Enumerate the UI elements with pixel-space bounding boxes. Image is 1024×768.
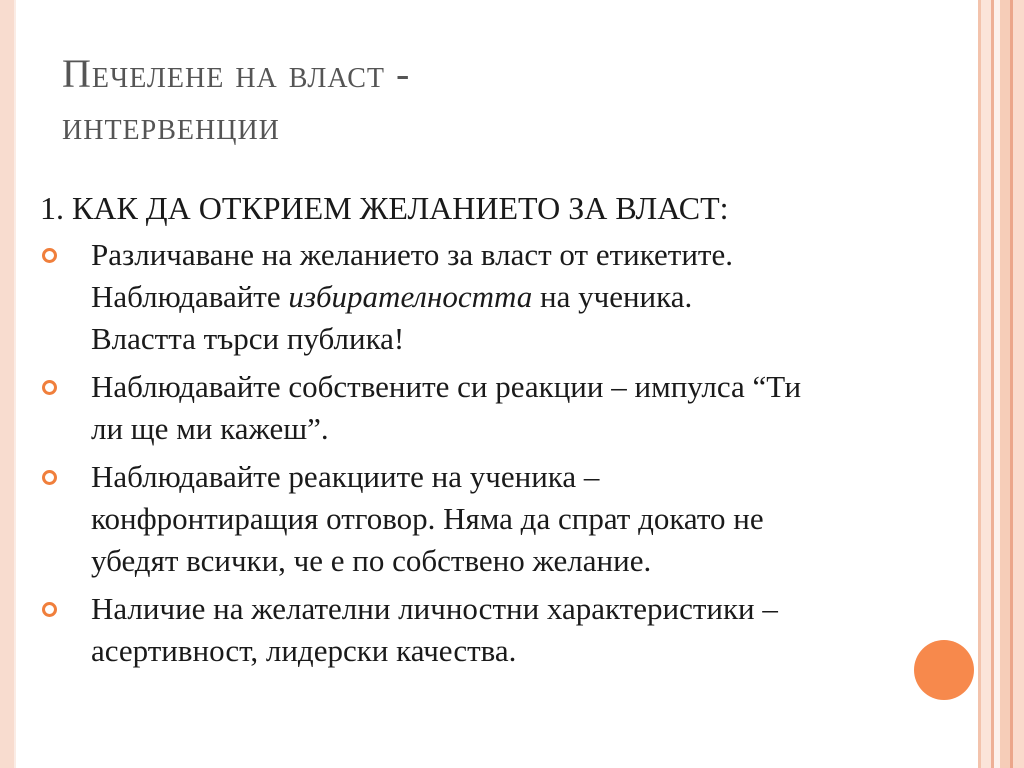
slide-title-line-2: интервенции: [62, 103, 280, 148]
bullet-1-line-2-post: на ученика.: [532, 279, 693, 314]
bullet-1-line-2-pre: Наблюдавайте: [91, 279, 289, 314]
decorative-orange-circle: [914, 640, 974, 700]
bullet-item-1: [40, 234, 980, 360]
bullet-3-line-2: конфронтиращия отговор. Няма да спрат докато не: [91, 501, 764, 536]
bullet-item-2: [40, 366, 980, 450]
bullet-1-line-3: Властта търси публика!: [91, 321, 405, 356]
bullet-item-4: [40, 588, 980, 672]
bullet-circle-icon: [42, 380, 57, 395]
bullet-circle-icon: [42, 602, 57, 617]
bullet-4-line-2: асертивност, лидерски качества.: [91, 633, 517, 668]
bullet-1-line-2: [91, 276, 980, 318]
right-decorative-stripes: [978, 0, 1024, 768]
bullet-circle-icon: [42, 248, 57, 263]
slide-title: [62, 48, 942, 152]
bullet-2-line-1: Наблюдавайте собствените си реакции – импулса “Ти: [91, 369, 802, 404]
bullet-3-line-1: Наблюдавайте реакциите на ученика –: [91, 459, 600, 494]
left-frame-border: [0, 0, 15, 768]
section-heading: 1. КАК ДА ОТКРИЕМ ЖЕЛАНИЕТО ЗА ВЛАСТ:: [40, 190, 729, 226]
bullet-1-emphasis: избирателността: [288, 279, 533, 314]
slide-title-line-1: Печелене на власт -: [62, 51, 411, 96]
bullet-3-line-3: убедят всички, че е по собствено желание.: [91, 543, 652, 578]
bullet-circle-icon: [42, 470, 57, 485]
left-frame-inner-line: [14, 0, 16, 768]
bullet-1-line-1: Различаване на желанието за власт от етикетите.: [91, 237, 733, 272]
bullet-4-line-1: Наличие на желателни личностни характеристики –: [91, 591, 778, 626]
bullet-2-line-2: ли ще ми кажеш”.: [91, 411, 329, 446]
bullet-item-3: [40, 456, 980, 582]
bullet-list: [40, 234, 980, 678]
